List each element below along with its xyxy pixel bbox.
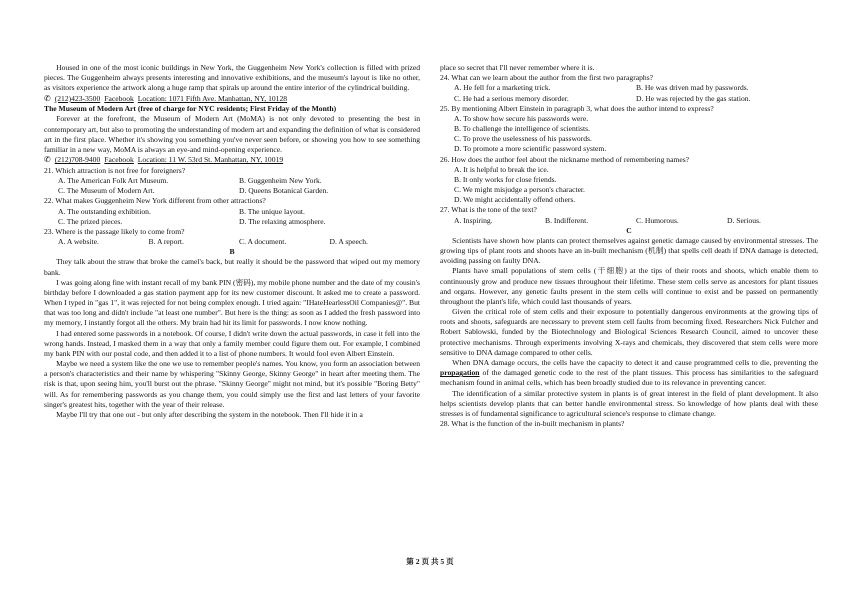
option: C. The prized pieces. — [58, 216, 123, 226]
option: B. The unique layout. — [239, 206, 305, 216]
option: A. The outstanding exhibition. — [58, 206, 151, 216]
option: A. He fell for a marketing trick. — [454, 83, 551, 93]
option: A. A website. — [58, 237, 99, 247]
guggenheim-paragraph: Housed in one of the most iconic buildings in New York, the Guggenheim New York's collection is filled with prized pieces. The Guggenheim always presents interesting and innovative exhibitions, and the museum's layout is like no other, as visitors experience the artwork along a huge ramp that spirals up around the entire interior of the cylindrical building. — [44, 63, 420, 93]
option: B. A report. — [148, 237, 184, 247]
moma-contact — [44, 155, 420, 166]
moma-facebook: Facebook — [104, 155, 134, 165]
option: D. Serious. — [727, 215, 761, 225]
option: B. To challenge the intelligence of scientists. — [454, 124, 590, 134]
question-23 — [44, 227, 420, 247]
paragraph-text: When DNA damage occurs, the cells have the capacity to detect it and cause programmed cells to die, preventing the — [452, 357, 818, 367]
question-stem: 25. By mentioning Albert Einstein in paragraph 3, what does the author intend to express? — [440, 103, 714, 113]
question-stem: 23. Where is the passage likely to come from? — [44, 226, 185, 236]
question-stem: 27. What is the tone of the text? — [440, 205, 537, 215]
question-22 — [44, 196, 420, 227]
option: C. We might misjudge a person's character. — [454, 185, 585, 195]
question-21 — [44, 166, 420, 197]
option: B. Indifferent. — [545, 215, 589, 225]
option: B. He was driven mad by passwords. — [636, 83, 749, 93]
option: D. We might accidentally offend others. — [454, 195, 576, 205]
question-options — [454, 216, 818, 226]
option: A. The American Folk Art Museum. — [58, 175, 169, 185]
question-stem: 26. How does the author feel about the nickname method of remembering names? — [440, 154, 690, 164]
paragraph-text: of the damaged genetic code to the rest of the plant tissues. This process has similarities to the safeguard mechanism found in animal cells, which has been broadly studied due to its relevance in preventing cancer. — [440, 368, 818, 388]
passage-c-paragraph: Plants have small populations of stem cells (干细胞) at the tips of their roots and shoots, which enable them to continuously grow and produce new tissues throughout their lifetime. These stem cells serve as ancestors for plant tissues and organs. However, any genetic faults present in the stem cells will continue to exist and be passed on permanently throughout the plant's life, which could last thousands of years. — [440, 266, 818, 306]
passage-b-continuation: place so secret that I'll never remember where it is. — [440, 63, 595, 72]
option: D. A speech. — [329, 237, 368, 247]
passage-b-paragraph: I was going along fine with instant recall of my bank PIN (密码), my mobile phone number and the date of my cousin's birthday before I downloaded a gas station payment app for its new customer discount. It asked me to create a password. When I typed in "gas 1", it was rejected for not being complex enough. I tried again: "IHateHearlessOil Companies@". But that was too long and didn't include "at least one number". But here is the thing: as soon as I added the fresh password into my memory, I instantly forgot all the others. My brain had hit its limit for passwords. I now know nothing. — [44, 277, 420, 328]
option: B. It only works for close friends. — [454, 174, 557, 184]
guggenheim-phone: (212)423-3500 — [54, 93, 101, 103]
question-27 — [440, 205, 818, 225]
guggenheim-location: Location: 1071 Fifth Ave. Manhattan, NY, 10128 — [137, 93, 288, 103]
passage-c-paragraph: Given the critical role of stem cells and their exposure to potentially dangerous environments at the growing tips of roots and shoots, safeguards are necessary to prevent stem cell faults from becoming fixed. Researchers Nick Fulcher and Robert Sablowski, funded by the Biotechnology and Biological Sciences Research Council, aimed to uncover these protective mechanisms. Through experiments involving X-rays and chemicals, they discovered that stem cells were more sensitive to DNA damage compared to other cells. — [440, 307, 818, 357]
moma-heading: The Museum of Modern Art (free of charge for NYC residents; First Friday of the Month) — [44, 104, 337, 114]
passage-b-paragraph: They talk about the straw that broke the camel's back, but really it should be the password that wiped out my memory bank. — [44, 257, 420, 277]
option: A. Inspiring. — [454, 215, 493, 225]
phone-icon: ✆ — [44, 93, 51, 103]
question-25 — [440, 104, 818, 155]
question-stem: 22. What makes Guggenheim New York different from other attractions? — [44, 196, 266, 206]
option: D. Queens Botanical Garden. — [239, 186, 329, 196]
option: D. To promote a more scientific password system. — [454, 144, 607, 154]
moma-paragraph: Forever at the forefront, the Museum of Modern Art (MoMA) is not only devoted to presenting the best in contemporary art, but also to promoting the understanding of modern art and expanding the definition of what is considered art in the first place. Whether it's showing you something you've never seen before, or showing you how to see something familiar in a new way, MoMA is always an eye-and mind-opening experience. — [44, 114, 421, 154]
option: C. Humorous. — [636, 215, 679, 225]
phone-icon: ✆ — [44, 155, 51, 165]
passage-c-paragraph: The identification of a similar protective system in plants is of great interest in the field of plant development. It also helps scientists develop plants that can better handle environmental stress. So knowledge of how plants deal with these stresses is of fundamental significance to agricultural science's response to climate change. — [440, 388, 818, 418]
option: B. Guggenheim New York. — [239, 175, 322, 185]
question-stem: 21. Which attraction is not free for foreigners? — [44, 165, 186, 175]
option: C. He had a serious memory disorder. — [454, 93, 569, 103]
question-options — [58, 207, 420, 227]
question-options — [454, 83, 818, 103]
passage-c-paragraph: Scientists have shown how plants can protect themselves against genetic damage caused by environmental stresses. The growing tips of plant roots and shoots have an in-built mechanism (机制) that spells cell death if DNA damage is detected, avoiding passing on faulty DNA. — [440, 235, 818, 266]
option: C. To prove the uselessness of his passwords. — [454, 134, 592, 144]
option: C. The Museum of Modern Art. — [58, 186, 155, 196]
moma-phone: (212)708-9400 — [54, 155, 101, 165]
right-column — [440, 63, 818, 429]
section-c-heading: C — [626, 225, 632, 235]
question-options — [58, 237, 420, 247]
moma-location: Location: 11 W. 53rd St. Manhattan, NY, 10019 — [137, 155, 284, 165]
question-options — [58, 176, 420, 196]
question-options — [454, 114, 818, 155]
option: D. The relaxing atmosphere. — [239, 216, 326, 226]
highlighted-word: propagation — [440, 368, 480, 378]
question-24 — [440, 73, 818, 104]
guggenheim-contact — [44, 94, 420, 105]
question-26 — [440, 155, 818, 206]
question-options — [454, 165, 818, 206]
option: A. It is helpful to break the ice. — [454, 164, 549, 174]
option: D. He was rejected by the gas station. — [636, 93, 751, 103]
option: C. A document. — [239, 237, 287, 247]
passage-b-paragraph: Maybe I'll try that one out - but only after describing the system in the notebook. Then I'll hide it in a — [56, 409, 363, 419]
question-28-stem: 28. What is the function of the in-built mechanism in plants? — [440, 419, 625, 429]
section-b-heading: B — [229, 247, 235, 257]
passage-b-paragraph: Maybe we need a system like the one we use to remember people's names. You know, you form an association between a person's characteristics and their name by whispering "Skinny George, Skinny George" in heart after meeting them. The risk is that, upon seeing him, you'll burst out the phrase. "Skinny George" might not mind, but it's possible "Boring Betty" will. As for remembering passwords as you change them, you could simply use the first and last letters of your favorite singer's greatest hits, together with the year of their release. — [44, 359, 420, 409]
option: A. To show how secure his passwords were. — [454, 113, 589, 123]
guggenheim-facebook: Facebook — [104, 93, 134, 103]
left-column — [44, 63, 420, 420]
passage-c-paragraph — [440, 358, 818, 389]
passage-b-paragraph: I had entered some passwords in a notebook. Of course, I didn't write down the actual passwords, in case it fell into the wrong hands. Instead, I masked them in a way that only a family member could figure them out. For example, I combined my bank PIN with our postal code, and then added it to a list of phone numbers. It would fool even Albert Einstein. — [44, 328, 420, 358]
page-footer: 第 2 页 共 5 页 — [406, 557, 454, 566]
question-stem: 24. What can we learn about the author from the first two paragraphs? — [440, 73, 654, 83]
